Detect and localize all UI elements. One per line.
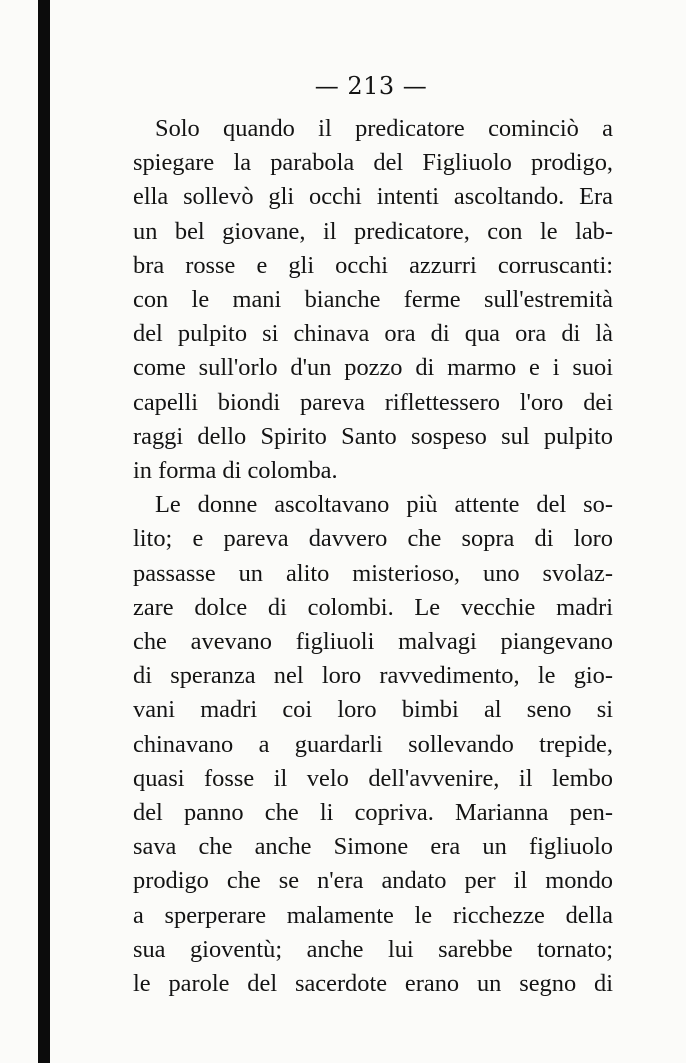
text-line: quasi fosse il velo dell'avvenire, il lembo (133, 764, 613, 792)
text-line: bra rosse e gli occhi azzurri corruscanti: (133, 251, 613, 279)
text-line: lito; e pareva davvero che sopra di loro (133, 525, 613, 553)
text-line: del panno che li copriva. Marianna pen- (133, 799, 613, 827)
page-number: — 213 — (314, 72, 428, 100)
book-spine-shadow (38, 0, 50, 1063)
text-line: del pulpito si chinava ora di qua ora di là (133, 320, 613, 348)
text-line: raggi dello Spirito Santo sospeso sul pulpito (133, 422, 613, 450)
text-line: in forma di colomba. (133, 457, 338, 485)
text-line: come sull'orlo d'un pozzo di marmo e i suoi (133, 354, 613, 382)
text-line: vani madri coi loro bimbi al seno si (133, 696, 613, 724)
text-line: chinavano a guardarli sollevando trepide, (133, 730, 613, 758)
text-line: zare dolce di colombi. Le vecchie madri (133, 593, 613, 621)
text-line: passasse un alito misterioso, uno svolaz- (133, 559, 613, 587)
text-line: un bel giovane, il predicatore, con le lab- (133, 217, 613, 245)
text-line: capelli biondi pareva riflettessero l'oro dei (133, 388, 613, 416)
text-line: spiegare la parabola del Figliuolo prodigo, (133, 149, 613, 177)
text-line: Le donne ascoltavano più attente del so- (155, 491, 613, 519)
text-line: prodigo che se n'era andato per il mondo (133, 867, 613, 895)
text-line: che avevano figliuoli malvagi piangevano (133, 628, 613, 656)
text-line: sava che anche Simone era un figliuolo (133, 833, 613, 861)
paragraph-1 (133, 112, 613, 488)
body-text (133, 112, 613, 1001)
text-line: Solo quando il predicatore cominciò a (155, 115, 613, 142)
text-line: sua gioventù; anche lui sarebbe tornato; (133, 935, 613, 963)
text-line: le parole del sacerdote erano un segno di (133, 970, 613, 998)
text-line: con le mani bianche ferme sull'estremità (133, 286, 613, 314)
text-line: ella sollevò gli occhi intenti ascoltando. Era (133, 183, 613, 211)
text-line: a sperperare malamente le ricchezze della (133, 901, 613, 929)
paragraph-2 (133, 488, 613, 1001)
text-line: di speranza nel loro ravvedimento, le gio- (133, 662, 613, 690)
